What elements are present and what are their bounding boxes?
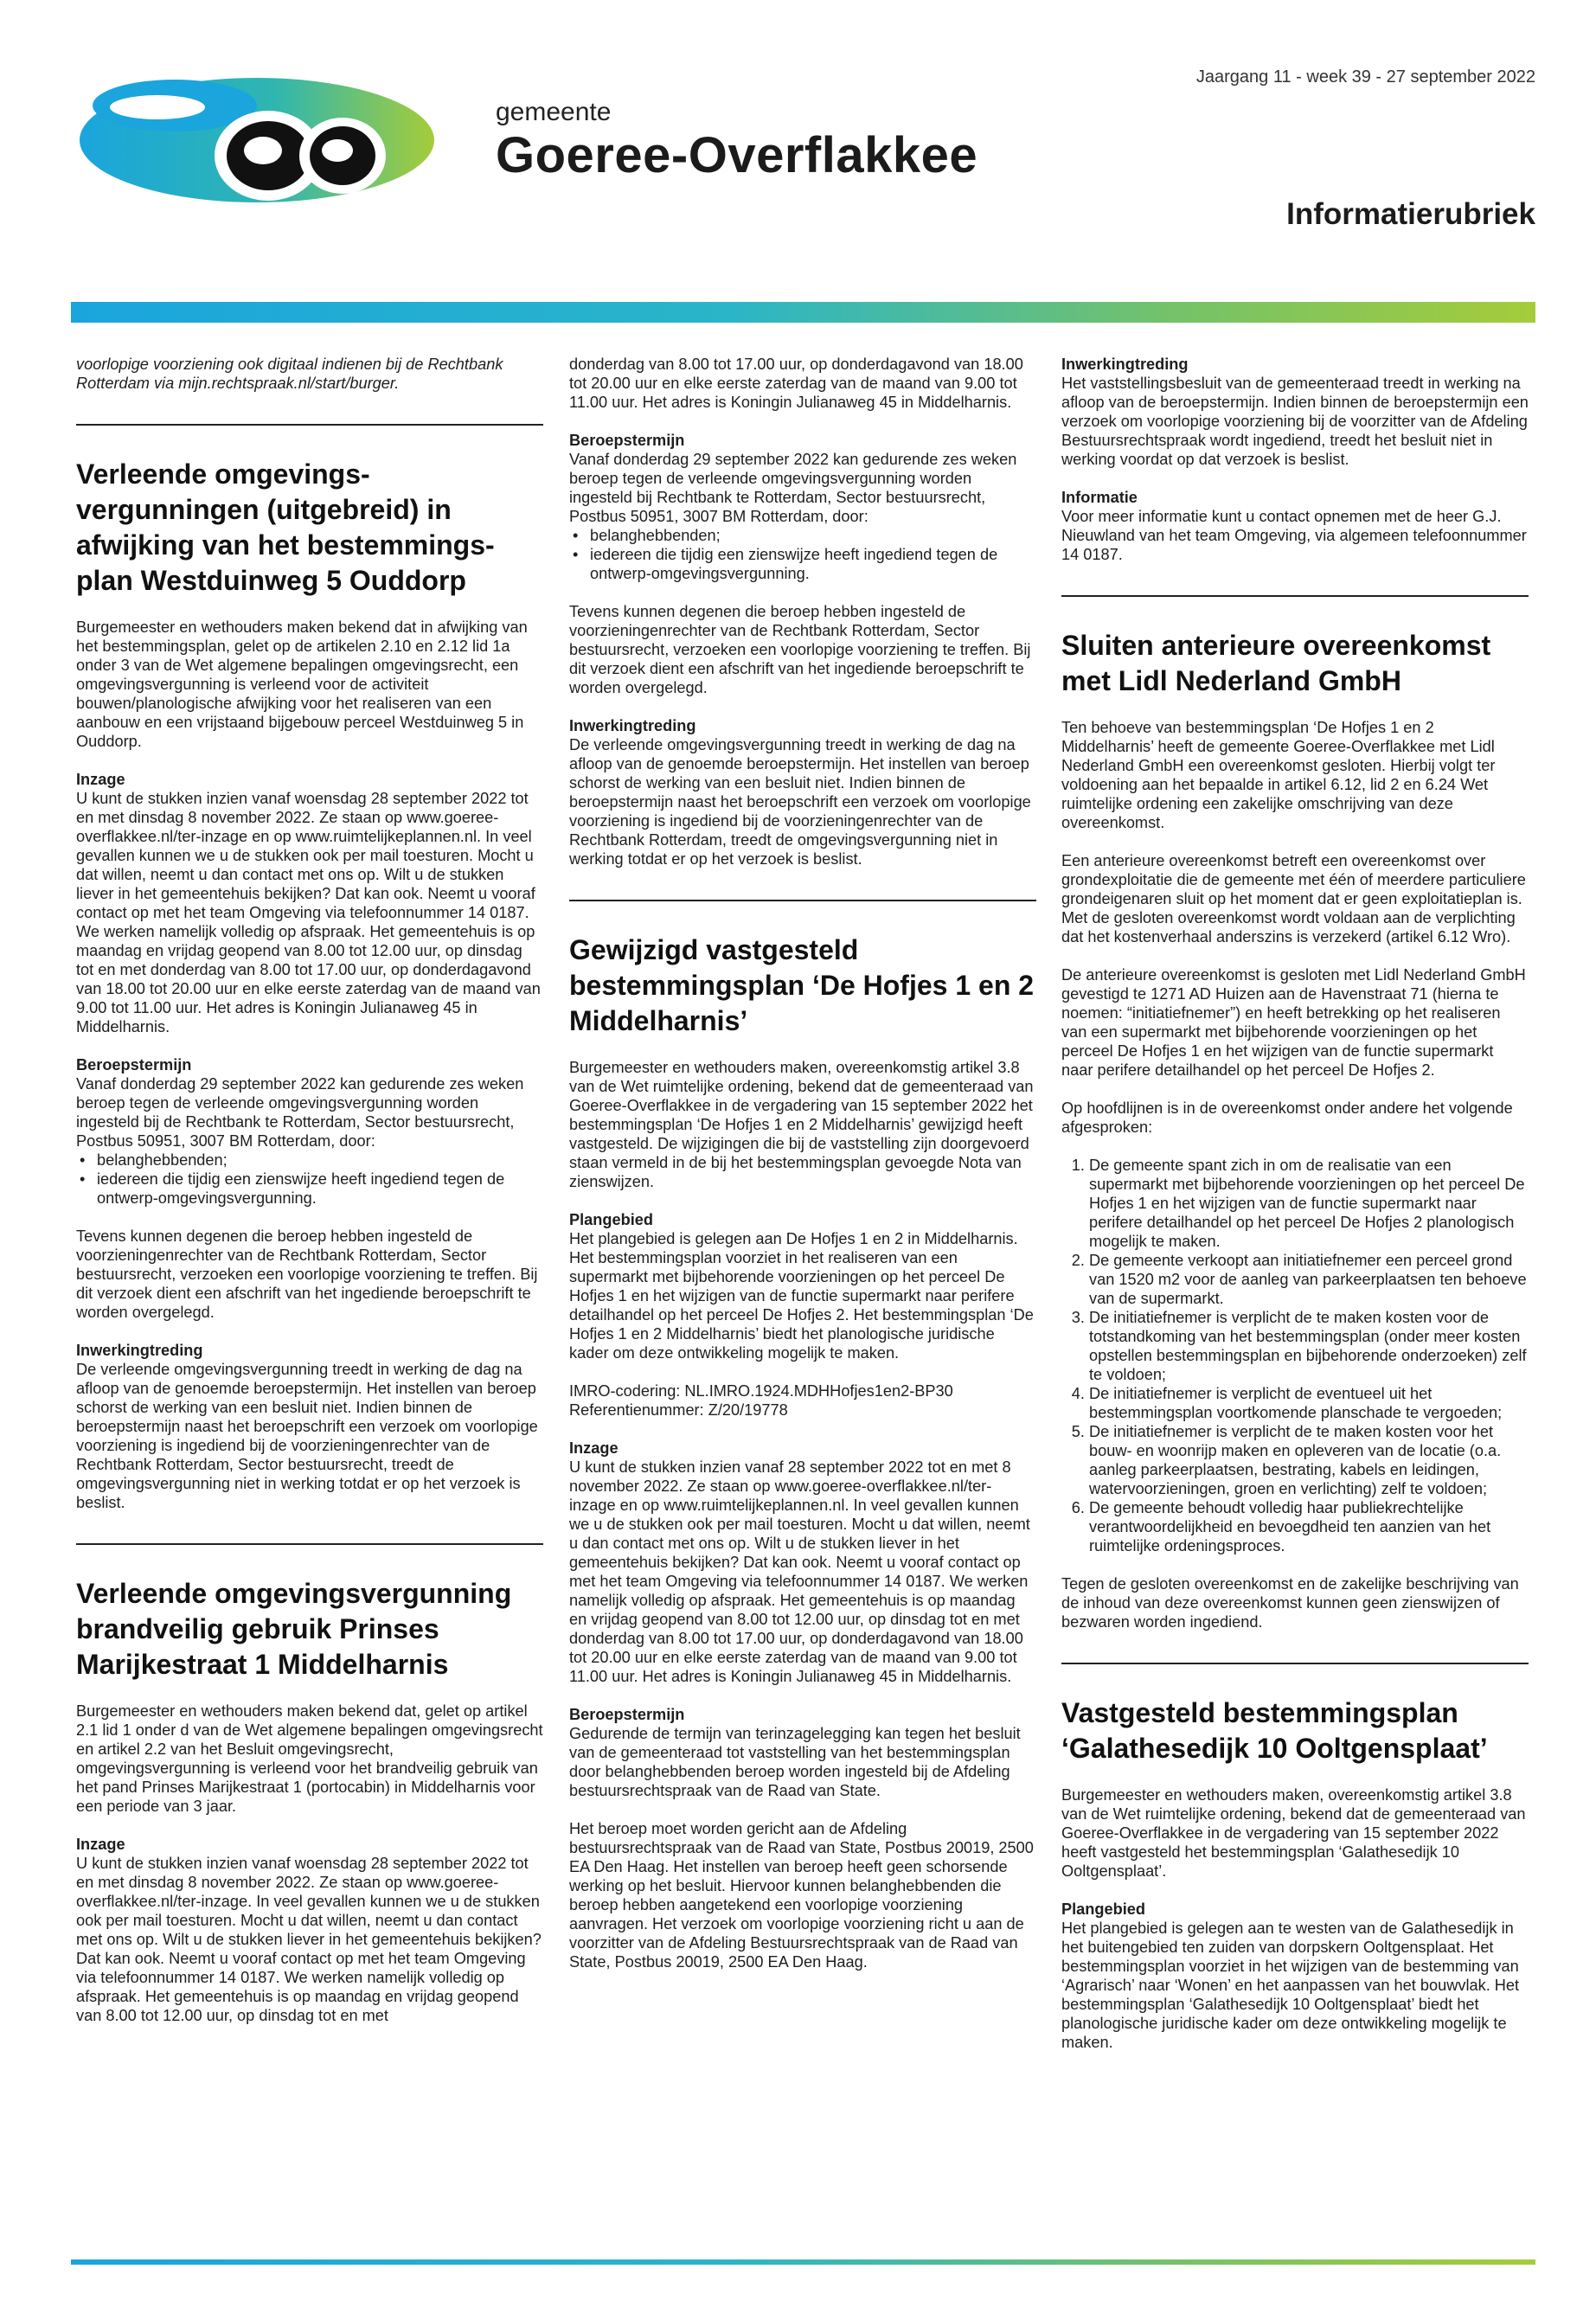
subheading-plangebied: Plangebied [569, 1211, 654, 1228]
reference-number: Referentienummer: Z/20/19778 [569, 1401, 788, 1419]
article-paragraph: Burgemeester en wethouders maken, overeenkomstig artikel 3.8 van de Wet ruimtelijke ordening, bekend dat de gemeenteraad van Goeree-Overflakkee in de vergadering van 15 september 2022 heeft vastgesteld het bestemmingsplan ‘Galathesedijk 10 Ooltgensplaat’. [1061, 1786, 1526, 1880]
divider [76, 1543, 543, 1545]
subheading-inzage: Inzage [76, 771, 125, 788]
subheading-plangebied: Plangebied [1061, 1900, 1146, 1918]
list-item: • iedereen die tijdig een zienswijze heeft ingediend tegen de ontwerp-omgevingsvergunning. [590, 545, 1036, 583]
list-item: • belanghebbenden; [590, 526, 1036, 545]
list-item: 6. De gemeente behoudt volledig haar publiekrechtelijke verantwoordelijkheid en bevoegdheid ten aanzien van het ruimtelijke ordeningsproces. [1089, 1498, 1529, 1555]
article-paragraph: Een anterieure overeenkomst betreft een overeenkomst over grondexploitatie die de gemeente met één of meerdere particuliere grondeigenaren sluit op het moment dat er geen exploitatieplan is. Met de gesloten overeenkomst wordt voldaan aan de verplichting dat het kostenverhaal anderszins is verzekerd (artikel 6.12 Wro). [1061, 852, 1526, 945]
article-paragraph: U kunt de stukken inzien vanaf woensdag 28 september 2022 tot en met dinsdag 8 november 2022. Ze staan op www.goeree-overflakkee.nl/ter-inzage. In veel gevallen kunnen we u de stukken ook per mail toesturen. Mocht u dat willen, neemt u dan contact met ons op. Wilt u de stukken liever in het gemeentehuis bekijken? Dat kan ook. Neemt u vooraf contact op met het team Omgeving via telefoonnummer 14 0187. We werken namelijk volledig op afspraak. Het gemeentehuis is op maandag en vrijdag geopend van 8.00 tot 12.00 uur, op dinsdag tot en met [76, 1855, 542, 2024]
article-paragraph: Het vaststellingsbesluit van de gemeenteraad treedt in werking na afloop van de beroepstermijn. Indien binnen de beroepstermijn een verzoek om voorlopige voorziening bij de voorzitter van de Afdeling Bestuursrechtspraak wordt ingediend, treedt het besluit niet in werking voordat op dat verzoek is beslist. [1061, 375, 1529, 468]
subheading-inwerkingtreding: Inwerkingtreding [569, 717, 696, 734]
section-title: Informatierubriek [1286, 197, 1535, 231]
issue-info: Jaargang 11 - week 39 - 27 september 2022 [1195, 67, 1535, 87]
article-paragraph: De verleende omgevingsvergunning treedt in werking de dag na afloop van de genoemde beroepstermijn. Het instellen van beroep schorst de werking van een besluit niet. Indien binnen de beroepstermijn naast het beroepschrift een verzoek om voorlopige voorziening is ingediend bij de voorzieningenrechter van de Rechtbank Rotterdam, treedt de omgevingsvergunning niet in werking totdat er op het verzoek is beslist. [569, 736, 1031, 868]
article-paragraph: Het plangebied is gelegen aan De Hofjes 1 en 2 in Middelharnis. Het bestemmingsplan voorziet in het realiseren van een supermarkt met bijbehorende voorzieningen op het perceel De Hofjes 1 en het wijzigen van de functie supermarkt naar perifere detailhandel op het perceel De Hofjes 2. Het bestemmingsplan ‘De Hofjes 1 en 2 Middelharnis’ biedt het planologische juridische kader om deze ontwikkeling mogelijk te maken. [569, 1230, 1034, 1362]
article-lidl-overeenkomst [1061, 628, 1529, 1631]
continuation-text: donderdag van 8.00 tot 17.00 uur, op donderdagavond van 18.00 tot 20.00 uur en elke eerste zaterdag van de maand van 9.00 tot 11.00 uur. Het adres is Koningin Julianaweg 45 in Middelharnis. [569, 356, 1023, 411]
article-de-hofjes [569, 933, 1036, 1971]
article-paragraph: Burgemeester en wethouders maken bekend dat, gelet op artikel 2.1 lid 1 onder d van de Wet algemene bepalingen omgevingsrecht en artikel 2.2 van het Besluit omgevingsrecht, omgevingsvergunning is verleend voor het brandveilig gebruik van het pand Prinses Marijkestraat 1 (portocabin) in Middelharnis voor een periode van 3 jaar. [76, 1702, 543, 1815]
imro-code: IMRO-codering: NL.IMRO.1924.MDHHofjes1en2-BP30 [569, 1382, 953, 1400]
list-item: 5. De initiatiefnemer is verplicht de te maken kosten voor het bouw- en woonrijp maken en opleveren van de locatie (o.a. aanleg parkeerplaatsen, bestrating, kabels en leidingen, watervoorzieningen, groen en verlichting) zelf te voldoen; [1089, 1422, 1529, 1498]
article-paragraph: U kunt de stukken inzien vanaf woensdag 28 september 2022 tot en met dinsdag 8 november 2022. Ze staan op www.goeree-overflakkee.nl/ter-inzage en op www.ruimtelijkeplannen.nl. In veel gevallen kunnen we u de stukken ook per mail toesturen. Mocht u dat willen, neemt u dan contact met ons op. Wilt u de stukken liever in het gemeentehuis bekijken? Dat kan ook. Neemt u vooraf contact op met het team Omgeving via telefoonnummer 14 0187. We werken namelijk volledig op afspraak. Het gemeentehuis is op maandag en vrijdag geopend van 8.00 tot 12.00 uur, op dinsdag tot en met donderdag van 8.00 tot 17.00 uur, op donderdagavond van 18.00 tot 20.00 uur en elke eerste zaterdag van de maand van 9.00 tot 11.00 uur. Het adres is Koningin Julianaweg 45 in Middelharnis. [76, 790, 541, 1035]
article-westduinweg [76, 457, 543, 1512]
divider [1061, 1663, 1529, 1664]
list-item: 2. De gemeente verkoopt aan initiatiefnemer een perceel grond van 1520 m2 voor de aanleg van parkeerplaatsen ten behoeve van de supermarkt. [1089, 1251, 1529, 1308]
subheading-informatie: Informatie [1061, 489, 1138, 506]
column-middle [569, 355, 1036, 1990]
article-title: Verleende omgevingsvergunning brandveilig gebruik Prinses Marijkestraat 1 Middelharnis [76, 1578, 512, 1680]
article-paragraph: Gedurende de termijn van terinzagelegging kan tegen het besluit van de gemeenteraad tot vaststelling van het bestemmingsplan door belanghebbenden beroep worden ingesteld bij de Afdeling bestuursrechtspraak van de Raad van State. [569, 1725, 1021, 1799]
subheading-beroepstermijn: Beroepstermijn [569, 1706, 685, 1723]
list-item: 4. De initiatiefnemer is verplicht de eventueel uit het bestemmingsplan voortkomende planschade te vergoeden; [1089, 1384, 1529, 1422]
article-paragraph: Tegen de gesloten overeenkomst en de zakelijke beschrijving van de inhoud van deze overeenkomst kunnen geen zienswijzen of bezwaren worden ingediend. [1061, 1575, 1519, 1631]
article-paragraph: Burgemeester en wethouders maken, overeenkomstig artikel 3.8 van de Wet ruimtelijke ordening, bekend dat de gemeenteraad van Goeree-Overflakkee in de vergadering van 15 september 2022 het bestemmingsplan ‘De Hofjes 1 en 2 Middelharnis’ gewijzigd heeft vastgesteld. De wijzigingen die bij de vaststelling zijn doorgevoerd staan vermeld in de bij het bestemmingsplan gevoegde Nota van zienswijzen. [569, 1059, 1034, 1190]
article-paragraph: Tevens kunnen degenen die beroep hebben ingesteld de voorzieningenrechter van de Rechtbank Rotterdam, Sector bestuursrecht, verzoeken een voorlopige voorziening te treffen. Bij dit verzoek dient een afschrift van het ingediende beroepschrift te worden overgelegd. [76, 1227, 538, 1321]
article-paragraph: Burgemeester en wethouders maken bekend dat in afwijking van het bestemmingsplan, gelet op de artikelen 2.10 en 2.12 lid 1a onder 3 van de Wet algemene bepalingen omgevingsrecht, een omgevingsvergunning is verleend voor de activiteit bouwen/planologische afwijking voor het realiseren van een aanbouw en een vrijstaand bijgebouw perceel Westduinweg 5 in Ouddorp. [76, 619, 528, 750]
subheading-inwerkingtreding: Inwerkingtreding [76, 1342, 203, 1359]
page-header [0, 0, 1596, 329]
article-paragraph: U kunt de stukken inzien vanaf 28 september 2022 tot en met 8 november 2022. Ze staan op www.goeree-overflakkee.nl/ter-inzage en op www.ruimtelijkeplannen.nl. In veel gevallen kunnen we u de stukken ook per mail toesturen. Mocht u dat willen, neemt u dan contact met ons op. Wilt u de stukken liever in het gemeentehuis bekijken? Dat kan ook. Neemt u vooraf contact op met het team Omgeving via telefoonnummer 14 0187. We werken namelijk volledig op afspraak. Het gemeentehuis is op maandag en vrijdag geopend van 8.00 tot 12.00 uur, op dinsdag tot en met donderdag van 8.00 tot 17.00 uur, op donderdagavond van 18.00 tot 20.00 uur en elke eerste zaterdag van de maand van 9.00 tot 11.00 uur. Het adres is Koningin Julianaweg 45 in Middelharnis. [569, 1458, 1030, 1685]
subheading-inzage: Inzage [569, 1439, 619, 1457]
article-title: Sluiten anterieure overeenkomst met Lidl Nederland GmbH [1061, 630, 1491, 696]
article-paragraph: De anterieure overeenkomst is gesloten met Lidl Nederland GmbH gevestigd te 1271 AD Huizen aan de Havenstraat 71 (hierna te noemen: “initiatiefnemer”) en heeft betrekking op het realiseren van een supermarkt met bijbehorende voorzieningen op het perceel De Hofjes 1 en het wijzigen van de functie supermarkt naar perifere detailhandel op het perceel De Hofjes 2. [1061, 966, 1526, 1079]
article-prinses-marijkestraat [76, 1576, 543, 2025]
article-paragraph: Vanaf donderdag 29 september 2022 kan gedurende zes weken beroep tegen de verleende omgevingsvergunning worden ingesteld bij de Rechtbank te Rotterdam, Sector bestuursrecht, Postbus 50951, 3007 BM Rotterdam, door: [76, 1075, 524, 1150]
numbered-list [1061, 1156, 1529, 1555]
footer-gradient-bar [71, 2259, 1535, 2265]
subheading-inzage: Inzage [76, 1836, 125, 1853]
article-paragraph: Vanaf donderdag 29 september 2022 kan gedurende zes weken beroep tegen de verleende omgevingsvergunning worden ingesteld bij Rechtbank te Rotterdam, Sector bestuursrecht, Postbus 50951, 3007 BM Rotterdam, door: [569, 451, 1017, 525]
divider [569, 900, 1036, 901]
brand-subtitle: gemeente [496, 98, 612, 126]
subheading-inwerkingtreding: Inwerkingtreding [1061, 356, 1189, 373]
article-title: Vastgesteld bestemmingsplan ‘Galathesedijk 10 Ooltgensplaat’ [1061, 1697, 1488, 1764]
article-paragraph: Tevens kunnen degenen die beroep hebben ingesteld de voorzieningenrechter van de Rechtbank Rotterdam, Sector bestuursrecht, verzoeken een voorlopige voorziening te treffen. Bij dit verzoek dient een afschrift van het ingediende beroepschrift te worden overgelegd. [569, 603, 1031, 696]
column-left [76, 355, 543, 2044]
article-paragraph: De verleende omgevingsvergunning treedt in werking de dag na afloop van de genoemde beroepstermijn. Het instellen van beroep schorst de werking van een besluit niet. Indien binnen de beroepstermijn naast het beroepschrift een verzoek om voorlopige voorziening is ingediend bij de voorzieningenrechter van de Rechtbank Rotterdam, Sector bestuursrecht, treedt de omgevingsvergunning niet in werking totdat er op het verzoek is beslist. [76, 1361, 538, 1511]
bullet-list [76, 1150, 543, 1208]
article-title: Gewijzigd vastgesteld bestemmingsplan ‘De Hofjes 1 en 2 Middelharnis’ [569, 934, 1035, 1036]
list-item: 3. De initiatiefnemer is verplicht de te maken kosten voor de totstandkoming van het bestemmingsplan (onder meer kosten opstellen bestemmingsplan en bijbehorende onderzoeken) zelf te voldoen; [1089, 1308, 1529, 1384]
municipality-logo [71, 71, 469, 209]
list-item: • belanghebbenden; [97, 1150, 543, 1170]
article-title: Verleende omgevings-vergunningen (uitgebreid) in afwijking van het bestemmings-plan Westduinweg 5 Ouddorp [76, 458, 495, 596]
list-item: • iedereen die tijdig een zienswijze heeft ingediend tegen de ontwerp-omgevingsvergunning. [97, 1170, 543, 1208]
article-paragraph: Het beroep moet worden gericht aan de Afdeling bestuursrechtspraak van de Raad van State, Postbus 20019, 2500 EA Den Haag. Het instellen van beroep heeft geen schorsende werking op het besluit. Hiervoor kunnen belanghebbenden die beroep hebben aangetekend een voorlopige voorziening aanvragen. Het verzoek om voorlopige voorziening richt u aan de voorzitter van de Afdeling Bestuursrechtspraak van de Raad van State, Postbus 20019, 2500 EA Den Haag. [569, 1820, 1034, 1971]
divider [1061, 595, 1529, 597]
bullet-list [569, 526, 1036, 583]
list-item: 1. De gemeente spant zich in om de realisatie van een supermarkt met bijbehorende voorzieningen op het perceel De Hofjes 1 en het wijzigen van de functie supermarkt naar perifere detailhandel op het perceel De Hofjes 2 planologisch mogelijk te maken. [1089, 1156, 1529, 1251]
brand-title: Goeree-Overflakkee [496, 127, 978, 183]
continuation-text: voorlopige voorziening ook digitaal indienen bij de Rechtbank Rotterdam via mijn.rechtspraak.nl/start/burger. [76, 356, 503, 392]
article-paragraph: Op hoofdlijnen is in de overeenkomst onder andere het volgende afgesproken: [1061, 1099, 1513, 1136]
article-paragraph: Ten behoeve van bestemmingsplan ‘De Hofjes 1 en 2 Middelharnis’ heeft de gemeente Goeree-Overflakkee met Lidl Nederland GmbH een overeenkomst gesloten. Hierbij volgt ter voldoening aan het bepaalde in artikel 6.12, lid 2 en 6.24 Wet ruimtelijke ordening een zakelijke omschrijving van deze overeenkomst. [1061, 719, 1496, 831]
subheading-beroepstermijn: Beroepstermijn [76, 1056, 192, 1074]
column-right [1061, 355, 1529, 2071]
subheading-beroepstermijn: Beroepstermijn [569, 432, 685, 449]
article-galathesedijk [1061, 1695, 1529, 2052]
article-paragraph: Het plangebied is gelegen aan te westen van de Galathesedijk in het buitengebied ten zuiden van dorpskern Ooltgensplaat. Het bestemmingsplan voorziet in het wijzigen van de bestemming van ‘Agrarisch’ naar ‘Wonen’ en het aanpassen van het bouwvlak. Het bestemmingsplan ‘Galathesedijk 10 Ooltgensplaat’ biedt het planologische juridische kader om deze ontwikkeling mogelijk te maken. [1061, 1920, 1520, 2051]
divider [76, 424, 543, 426]
header-gradient-bar [71, 302, 1535, 323]
article-paragraph: Voor meer informatie kunt u contact opnemen met de heer G.J. Nieuwland van het team Omgeving, via algemeen telefoonnummer 14 0187. [1061, 508, 1527, 563]
